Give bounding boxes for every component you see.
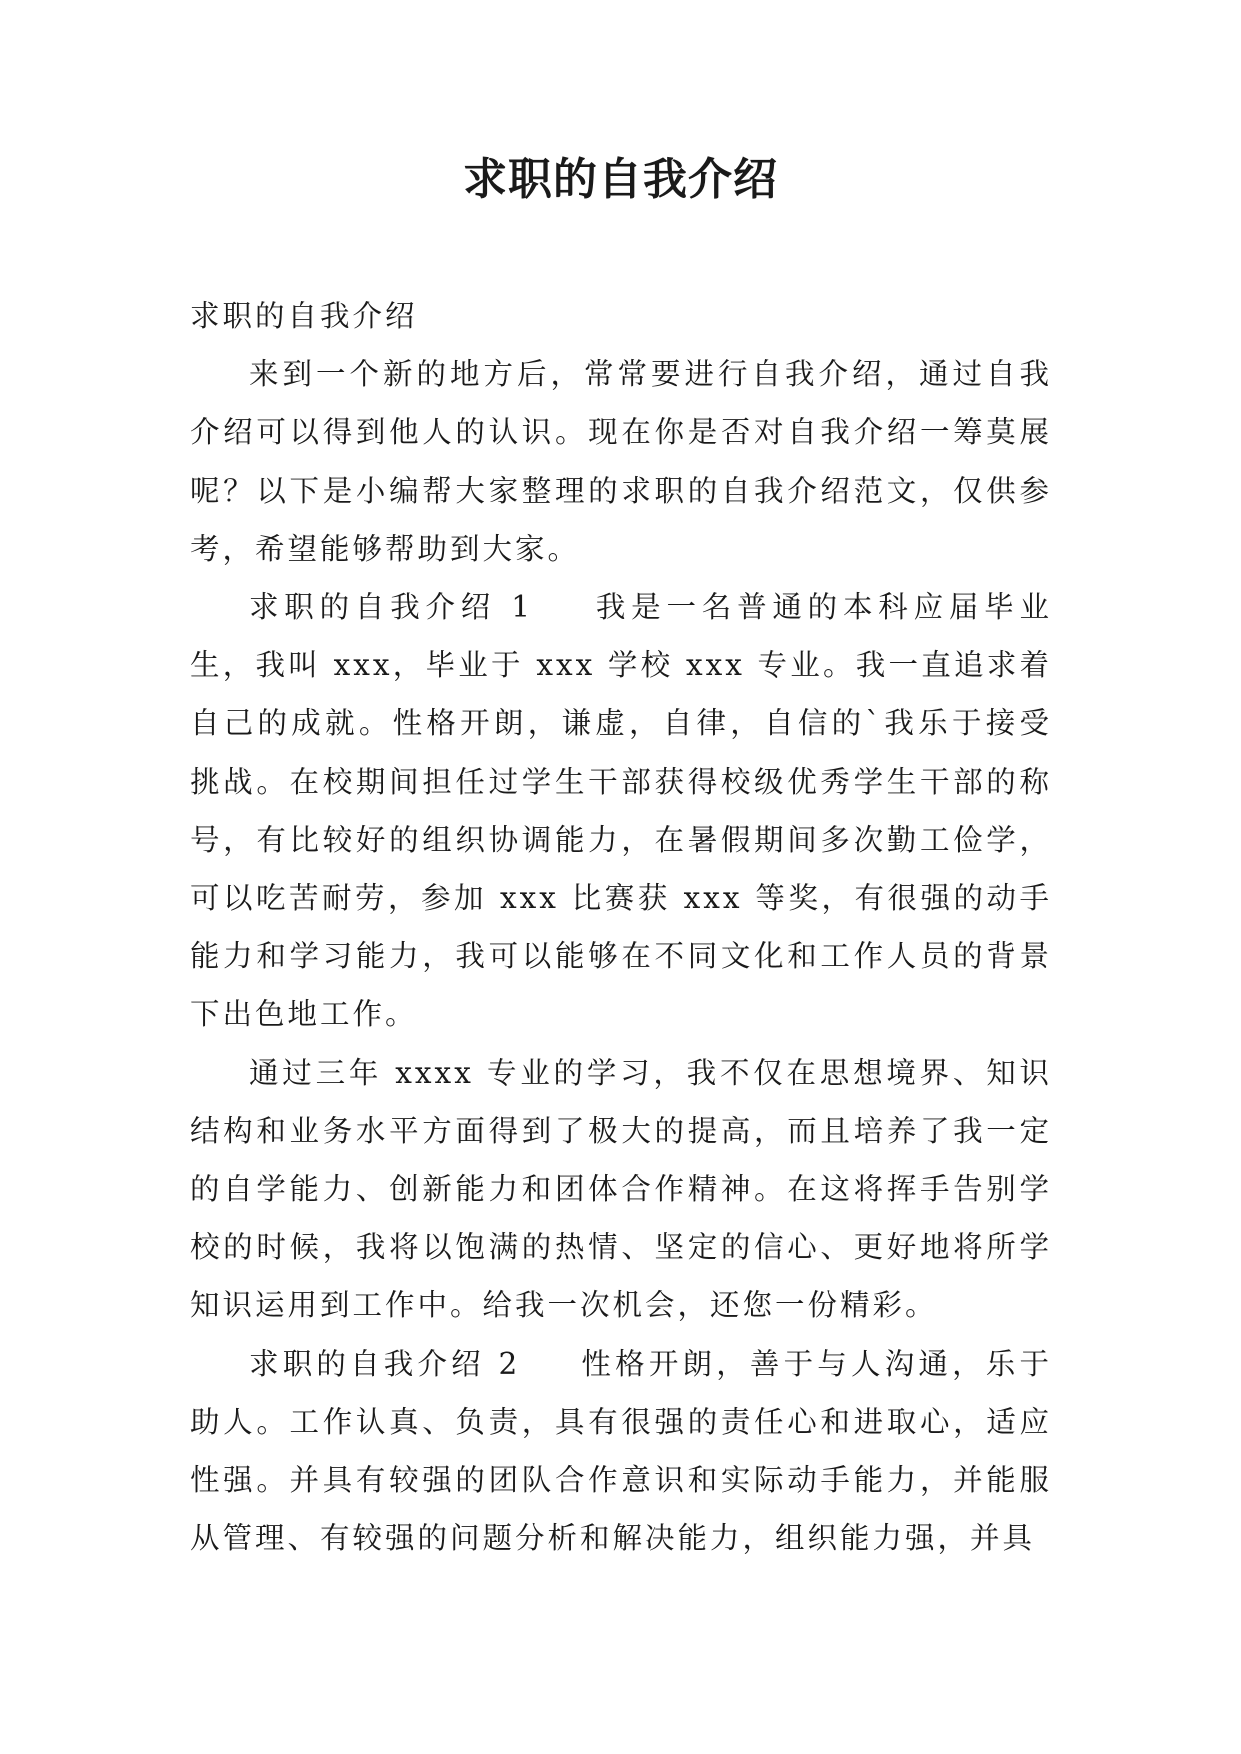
paragraph-study xyxy=(190,1044,1052,1335)
paragraph-text: 通过三年 xxxx 专业的学习，我不仅在思想境界、知识结构和业务水平方面得到了极大的提高，而且培养了我一定的自学能力、创新能力和团体合作精神。在这将挥手告别学校的时候，我将以饱满的热情、坚定的信心、更好地将所学知识运用到工作中。给我一次机会，还您一份精彩。 xyxy=(190,1055,1052,1323)
paragraph-section-1 xyxy=(190,578,1052,1044)
paragraph-text: 来到一个新的地方后，常常要进行自我介绍，通过自我介绍可以得到他人的认识。现在你是否对自我介绍一筹莫展呢？以下是小编帮大家整理的求职的自我介绍范文，仅供参考，希望能够帮助到大家。 xyxy=(190,357,1052,566)
section-heading: 求职的自我介绍 1 xyxy=(249,590,534,625)
document-subtitle: 求职的自我介绍 xyxy=(190,299,418,333)
document-body xyxy=(190,287,1052,1567)
section-heading: 求职的自我介绍 2 xyxy=(249,1346,521,1381)
paragraph-section-2 xyxy=(190,1335,1052,1568)
paragraph-intro xyxy=(190,345,1052,578)
document-title: 求职的自我介绍 xyxy=(463,154,778,205)
paragraph-text: 我是一名普通的本科应届毕业生，我叫 xxx，毕业于 xxx 学校 xxx 专业。我一直追求着自己的成就。性格开朗，谦虚，自律，自信的`我乐于接受挑战。在校期间担任过学生干部获得校级优秀学生干部的称号，有比较好的组织协调能力，在暑假期间多次勤工俭学，可以吃苦耐劳，参加 xxx 比赛获 xxx 等奖，有很强的动手能力和学习能力，我可以能够在不同文化和工作人员的背景下出色地工作。 xyxy=(190,590,1052,1032)
paragraph-text: 性格开朗，善于与人沟通，乐于助人。工作认真、负责，具有很强的责任心和进取心，适应性强。并具有较强的团队合作意识和实际动手能力，并能服从管理、有较强的问题分析和解决能力，组织能力强，并具 xyxy=(190,1346,1052,1556)
